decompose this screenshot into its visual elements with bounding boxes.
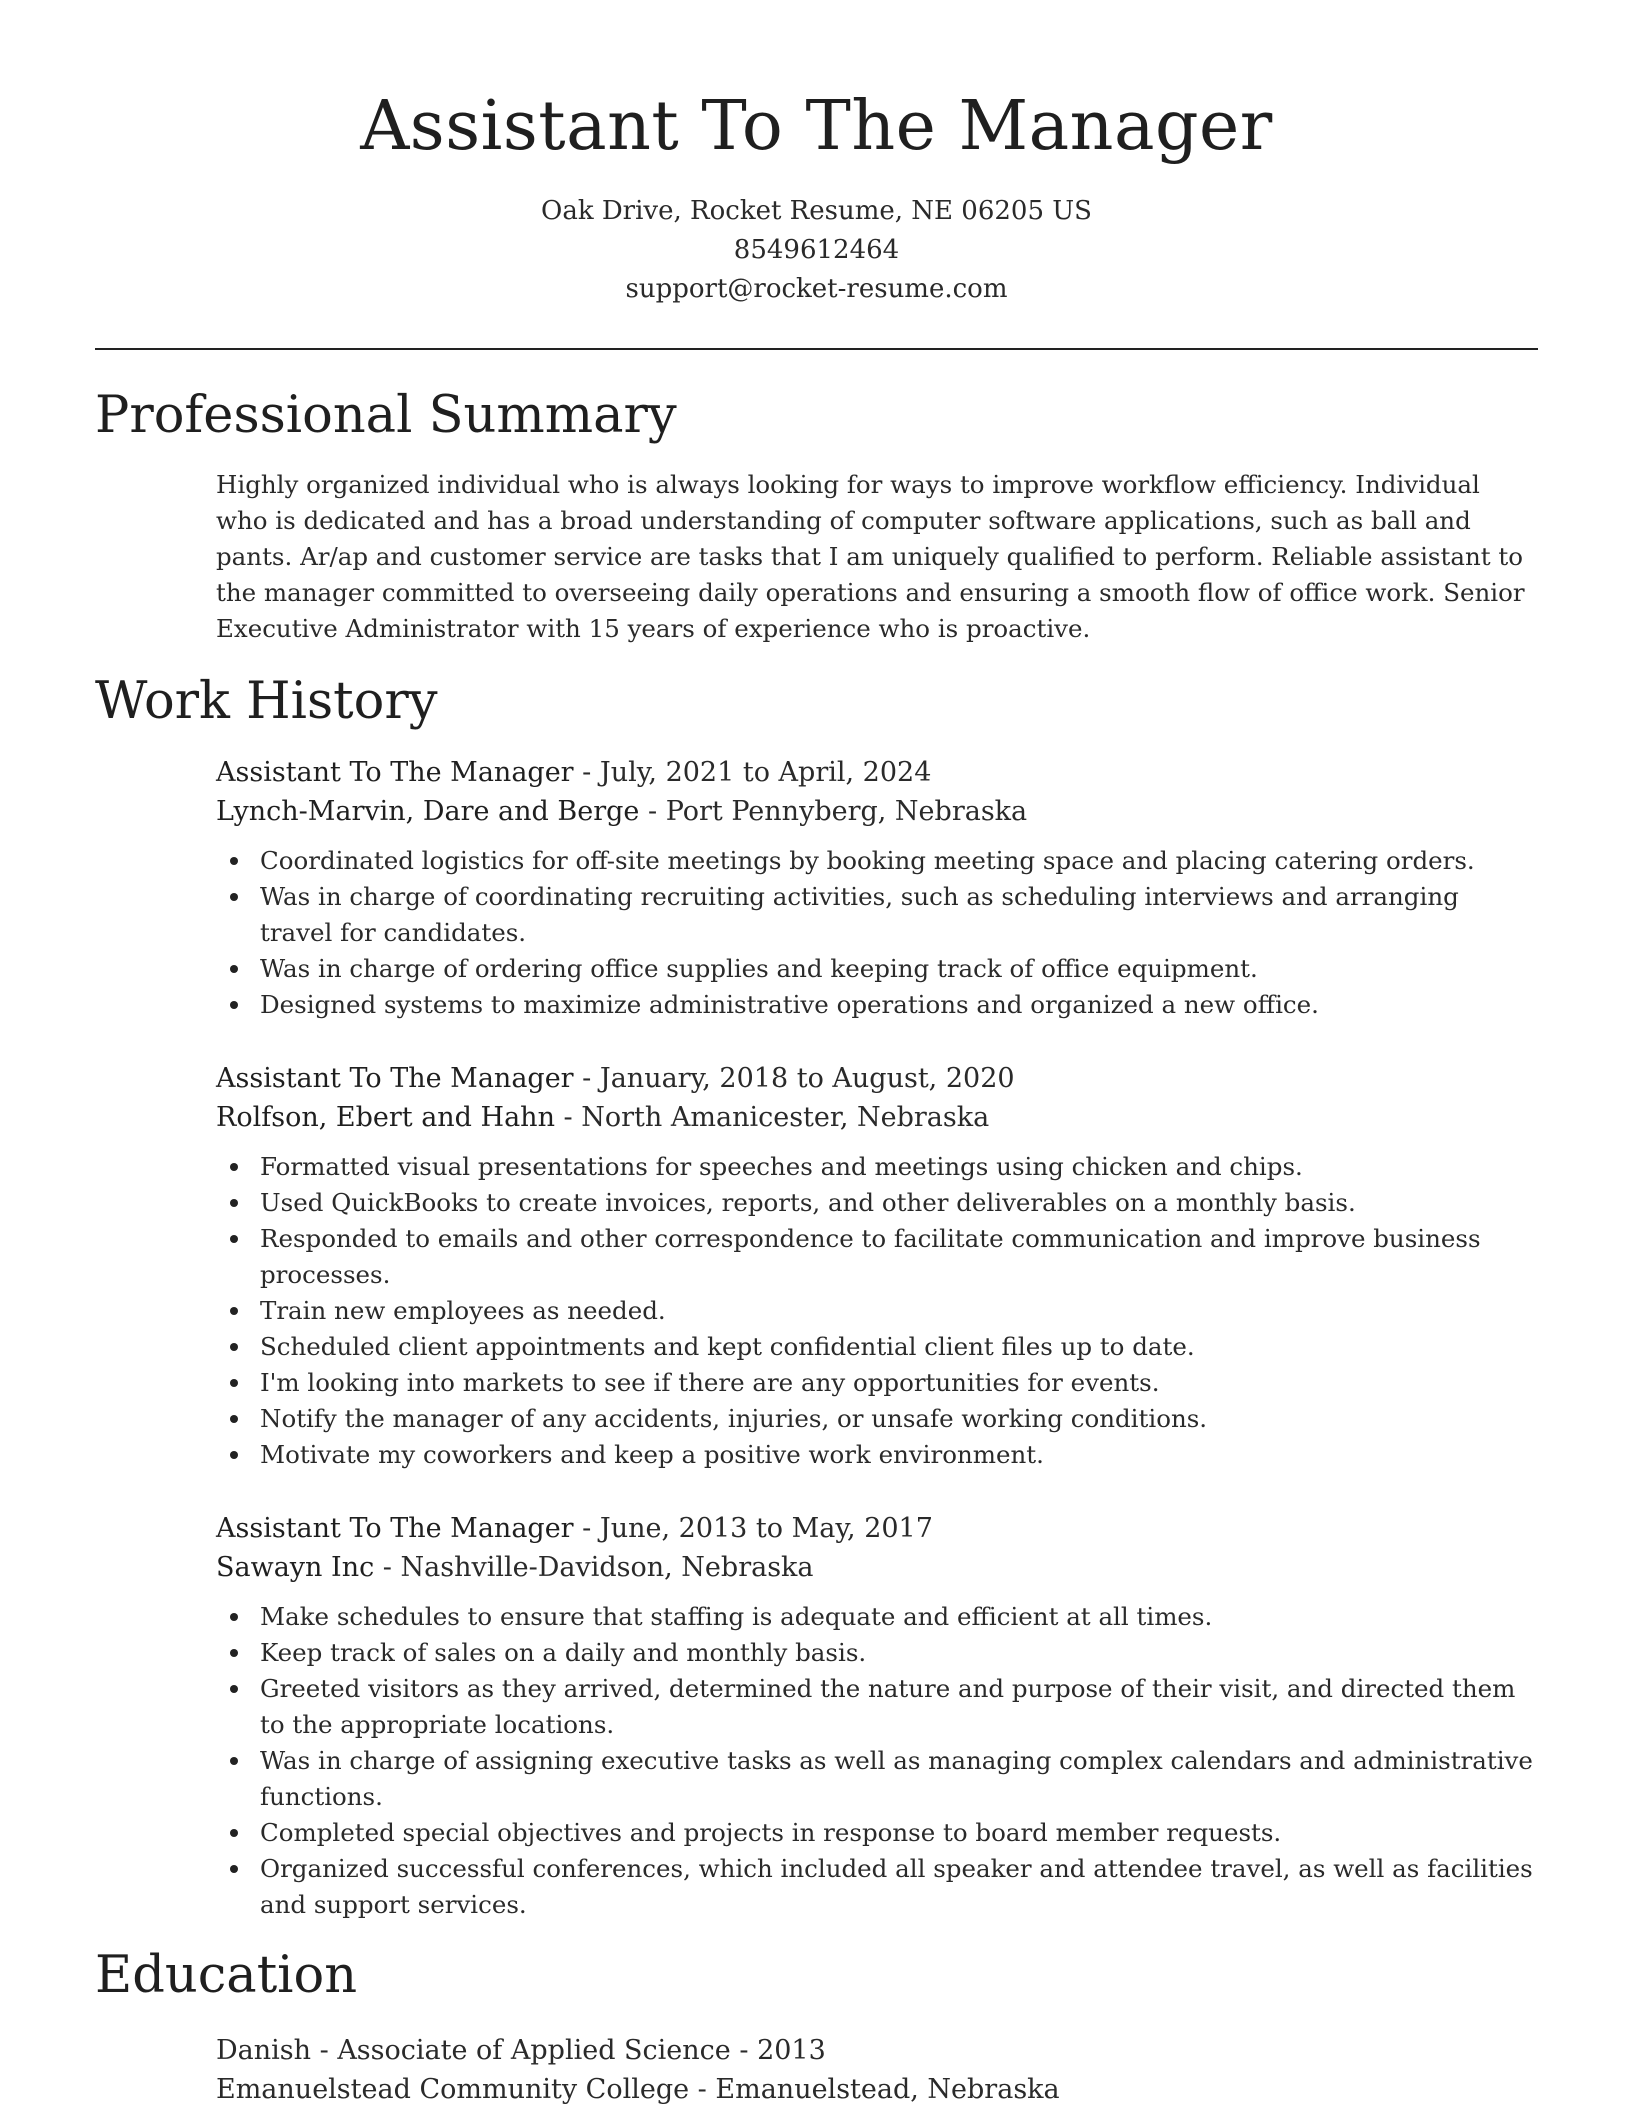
bullet-text: Greeted visitors as they arrived, determined the nature and purpose of their visit, and directed them to the appropriate locations.: [260, 1674, 1516, 1739]
job-company-line: [216, 1098, 1538, 1137]
education-location: Emanuelstead, Nebraska: [715, 2074, 1060, 2105]
job-entry: [216, 1509, 1538, 1923]
bullet-item: [216, 1599, 1538, 1635]
job-bullets: [216, 1599, 1538, 1923]
bullet-text: Formatted visual presentations for speeches and meetings using chicken and chips.: [260, 1152, 1303, 1181]
bullet-dot-icon: [230, 1649, 238, 1657]
bullet-item: [216, 987, 1538, 1023]
job-title-line: [216, 753, 1538, 792]
bullet-dot-icon: [230, 1343, 238, 1351]
bullet-text: Organized successful conferences, which included all speaker and attendee travel, as well as facilities and support services.: [260, 1854, 1533, 1919]
separator: -: [573, 1513, 600, 1544]
bullet-dot-icon: [230, 1163, 238, 1171]
bullet-dot-icon: [230, 1613, 238, 1621]
bullet-dot-icon: [230, 1865, 238, 1873]
bullet-dot-icon: [230, 1235, 238, 1243]
bullet-text: Make schedules to ensure that staffing is adequate and efficient at all times.: [260, 1602, 1213, 1631]
bullet-item: [216, 1743, 1538, 1815]
education-section: [95, 1945, 1538, 2109]
job-dates: January, 2018 to August, 2020: [599, 1063, 1015, 1094]
bullet-text: Keep track of sales on a daily and monthly basis.: [260, 1638, 867, 1667]
bullet-text: Motivate my coworkers and keep a positive work environment.: [260, 1440, 1044, 1469]
job-dates: June, 2013 to May, 2017: [599, 1513, 933, 1544]
bullet-item: [216, 1437, 1538, 1473]
header-divider: [95, 348, 1538, 350]
bullet-item: [216, 1815, 1538, 1851]
contact-address: Oak Drive, Rocket Resume, NE 06205 US: [541, 196, 1092, 226]
separator: -: [374, 1552, 401, 1583]
bullet-dot-icon: [230, 965, 238, 973]
work-history-section: [95, 671, 1538, 1923]
bullet-text: Coordinated logistics for off-site meetings by booking meeting space and placing catering orders.: [260, 846, 1475, 875]
job-company-line: [216, 1548, 1538, 1587]
bullet-dot-icon: [230, 1415, 238, 1423]
bullet-text: Completed special objectives and projects in response to board member requests.: [260, 1818, 1282, 1847]
contact-email: support@rocket-resume.com: [625, 274, 1008, 304]
bullet-text: Was in charge of coordinating recruiting activities, such as scheduling interviews and arranging travel for candidates.: [260, 882, 1459, 947]
job-entry: [216, 753, 1538, 1023]
bullet-item: [216, 1149, 1538, 1185]
bullet-item: [216, 1851, 1538, 1923]
education-degree: Associate of Applied Science: [337, 2035, 731, 2066]
education-field: Danish: [216, 2035, 312, 2066]
bullet-item: [216, 843, 1538, 879]
bullet-text: Was in charge of assigning executive tasks as well as managing complex calendars and administrative functions.: [260, 1746, 1533, 1811]
job-location: North Amanicester, Nebraska: [581, 1102, 990, 1133]
job-company: Sawayn Inc: [216, 1552, 375, 1583]
job-dates: July, 2021 to April, 2024: [599, 757, 932, 788]
job-role: Assistant To The Manager: [216, 1063, 574, 1094]
job-title-line: [216, 1059, 1538, 1098]
job-company: Rolfson, Ebert and Hahn: [216, 1102, 555, 1133]
bullet-item: [216, 1671, 1538, 1743]
job-company: Lynch-Marvin, Dare and Berge: [216, 796, 640, 827]
separator: -: [311, 2035, 338, 2066]
bullet-item: [216, 1293, 1538, 1329]
education-degree-line: [216, 2031, 1538, 2070]
bullet-text: Train new employees as needed.: [260, 1296, 666, 1325]
bullet-dot-icon: [230, 1001, 238, 1009]
contact-phone: 8549612464: [733, 235, 900, 265]
separator: -: [639, 796, 666, 827]
professional-summary-section: [95, 385, 1538, 647]
resume-header: [95, 0, 1538, 309]
separator: -: [573, 1063, 600, 1094]
bullet-text: Scheduled client appointments and kept confidential client files up to date.: [260, 1332, 1195, 1361]
separator: -: [573, 757, 600, 788]
job-role: Assistant To The Manager: [216, 757, 574, 788]
bullet-dot-icon: [230, 1757, 238, 1765]
job-entry: [216, 1059, 1538, 1473]
bullet-text: Designed systems to maximize administrative operations and organized a new office.: [260, 990, 1319, 1019]
education-school: Emanuelstead Community College: [216, 2074, 690, 2105]
bullet-item: [216, 1401, 1538, 1437]
bullet-item: [216, 1221, 1538, 1293]
separator: -: [689, 2074, 716, 2105]
section-title-work: Work History: [95, 672, 438, 731]
bullet-item: [216, 1365, 1538, 1401]
bullet-dot-icon: [230, 857, 238, 865]
education-school-line: [216, 2070, 1538, 2109]
separator: -: [554, 1102, 582, 1133]
bullet-text: Notify the manager of any accidents, injuries, or unsafe working conditions.: [260, 1404, 1208, 1433]
resume-page: [95, 0, 1538, 2109]
bullet-text: Responded to emails and other correspondence to facilitate communication and improve business processes.: [260, 1224, 1481, 1289]
bullet-dot-icon: [230, 1685, 238, 1693]
bullet-item: [216, 879, 1538, 951]
section-title-summary: Professional Summary: [95, 386, 677, 445]
bullet-text: I'm looking into markets to see if there are any opportunities for events.: [260, 1368, 1160, 1397]
bullet-dot-icon: [230, 1307, 238, 1315]
section-title-education: Education: [95, 1946, 358, 2005]
education-year: 2013: [757, 2035, 826, 2066]
job-location: Port Pennyberg, Nebraska: [665, 796, 1028, 827]
bullet-dot-icon: [230, 1379, 238, 1387]
bullet-item: [216, 951, 1538, 987]
bullet-item: [216, 1329, 1538, 1365]
bullet-item: [216, 1185, 1538, 1221]
job-title-line: [216, 1509, 1538, 1548]
jobs-list: [216, 753, 1538, 1923]
bullet-dot-icon: [230, 893, 238, 901]
education-list: [216, 2031, 1538, 2109]
job-bullets: [216, 843, 1538, 1023]
job-location: Nashville-Davidson, Nebraska: [400, 1552, 814, 1583]
candidate-name: Assistant To The Manager: [360, 87, 1273, 166]
summary-text: Highly organized individual who is always looking for ways to improve workflow efficiency. Individual who is dedicated and has a broad understanding of computer software applications, such as ball and pants. Ar/ap and customer service are tasks that I am uniquely qualified to perform. Reliable assistant to the manager committed to overseeing daily operations and ensuring a smooth flow of office work. Senior Executive Administrator with 15 years of experience who is proactive.: [216, 470, 1525, 643]
bullet-dot-icon: [230, 1199, 238, 1207]
bullet-text: Used QuickBooks to create invoices, reports, and other deliverables on a monthly basis.: [260, 1188, 1356, 1217]
bullet-item: [216, 1635, 1538, 1671]
bullet-text: Was in charge of ordering office supplies and keeping track of office equipment.: [260, 954, 1258, 983]
job-bullets: [216, 1149, 1538, 1473]
bullet-dot-icon: [230, 1451, 238, 1459]
job-role: Assistant To The Manager: [216, 1513, 574, 1544]
job-company-line: [216, 792, 1538, 831]
education-entry: [216, 2031, 1538, 2109]
bullet-dot-icon: [230, 1829, 238, 1837]
separator: -: [730, 2035, 758, 2066]
